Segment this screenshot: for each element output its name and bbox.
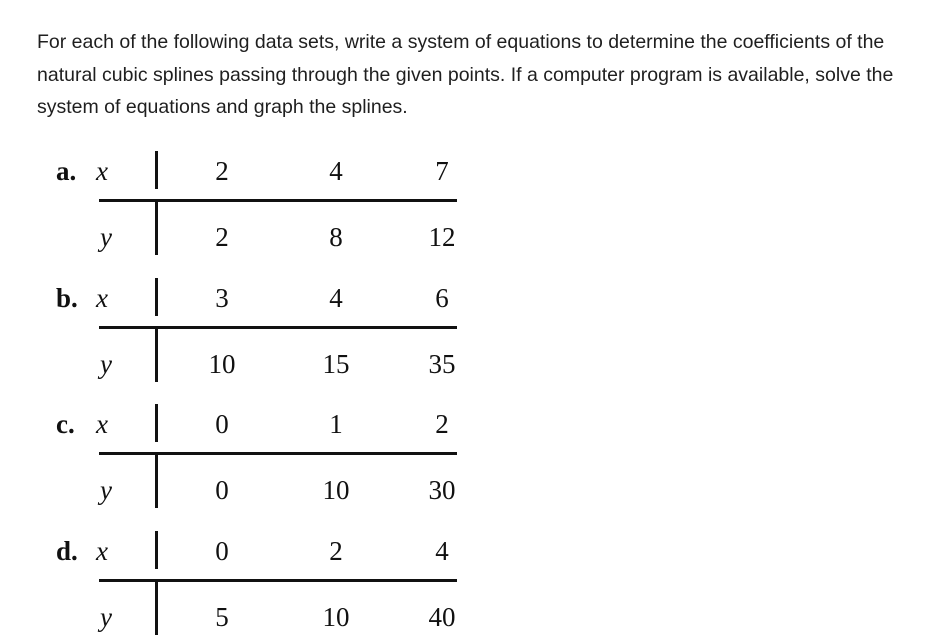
dataset-d-table [0, 533, 943, 643]
table-divider-vertical [155, 327, 158, 382]
y-value-cell: 2 [215, 222, 229, 252]
table-divider-vertical [155, 580, 158, 635]
y-value-cell: 40 [428, 602, 456, 632]
table-divider-vertical [155, 151, 158, 189]
x-value-cell: 1 [329, 409, 343, 439]
dataset-a-table [0, 153, 943, 263]
y-variable-label: y [100, 475, 112, 505]
x-variable-label: x [96, 536, 108, 566]
dataset-label: c. [56, 409, 75, 439]
dataset-label: a. [56, 156, 77, 186]
x-value-cell: 2 [435, 409, 449, 439]
dataset-label: b. [56, 283, 78, 313]
x-value-cell: 0 [215, 536, 229, 566]
x-variable-label: x [96, 156, 108, 186]
table-divider-horizontal [99, 579, 457, 582]
x-value-cell: 7 [435, 156, 449, 186]
x-value-cell: 0 [215, 409, 229, 439]
y-value-cell: 10 [322, 475, 350, 505]
x-value-cell: 2 [329, 536, 343, 566]
y-variable-label: y [100, 349, 112, 379]
y-value-cell: 30 [428, 475, 456, 505]
y-variable-label: y [100, 222, 112, 252]
x-variable-label: x [96, 283, 108, 313]
problem-statement: For each of the following data sets, write a system of equations to determine the coefficients of the natural cubic splines passing through the given points. If a computer program is available, solve the system of equations and graph the splines. [37, 31, 894, 118]
table-divider-horizontal [99, 452, 457, 455]
x-value-cell: 3 [215, 283, 229, 313]
y-value-cell: 5 [215, 602, 229, 632]
y-value-cell: 0 [215, 475, 229, 505]
y-value-cell: 35 [428, 349, 456, 379]
table-divider-vertical [155, 531, 158, 569]
x-value-cell: 6 [435, 283, 449, 313]
dataset-b-table [0, 280, 943, 390]
table-divider-horizontal [99, 326, 457, 329]
table-divider-vertical [155, 278, 158, 316]
table-divider-vertical [155, 453, 158, 508]
y-value-cell: 10 [322, 602, 350, 632]
table-divider-vertical [155, 404, 158, 442]
table-divider-vertical [155, 200, 158, 255]
y-value-cell: 15 [322, 349, 350, 379]
x-value-cell: 4 [435, 536, 449, 566]
y-value-cell: 8 [329, 222, 343, 252]
table-divider-horizontal [99, 199, 457, 202]
y-variable-label: y [100, 602, 112, 632]
x-value-cell: 2 [215, 156, 229, 186]
dataset-c-table [0, 406, 943, 516]
y-value-cell: 10 [208, 349, 236, 379]
x-variable-label: x [96, 409, 108, 439]
x-value-cell: 4 [329, 283, 343, 313]
y-value-cell: 12 [428, 222, 456, 252]
x-value-cell: 4 [329, 156, 343, 186]
dataset-label: d. [56, 536, 78, 566]
